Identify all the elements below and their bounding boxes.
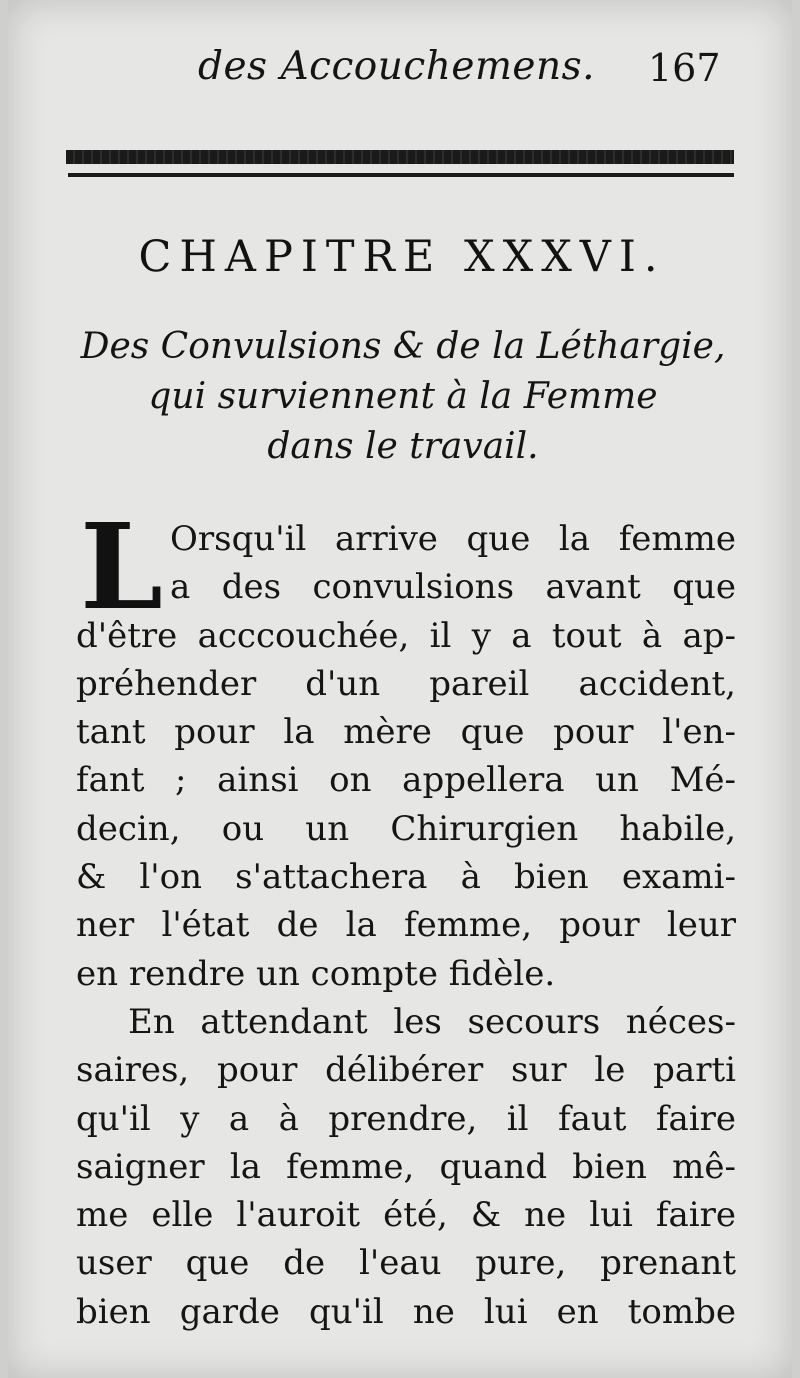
text-line: & l'on s'attachera à bien exami-	[76, 857, 736, 898]
subtitle-line: dans le travail.	[267, 426, 539, 467]
text-line: decin, ou un Chirurgien habile,	[76, 808, 736, 849]
text-line: qu'il y a à prendre, il faut faire	[76, 1098, 736, 1139]
text-line: user que de l'eau pure, prenant	[76, 1243, 736, 1284]
text-line: Orsqu'il arrive que la femme	[170, 519, 736, 559]
subtitle-line: Des Convulsions & de la Léthargie,	[80, 326, 726, 367]
text-line: en rendre un compte fidèle.	[76, 953, 556, 994]
body-text	[76, 497, 736, 1336]
book-page	[8, 0, 792, 1378]
text-line: En attendant les secours néces-	[128, 1001, 736, 1042]
page-number: 167	[648, 46, 721, 90]
text-line: bien garde qu'il ne lui en tombe	[76, 1291, 736, 1332]
subtitle-line: qui surviennent à la Femme	[148, 376, 658, 417]
text-line: tant pour la mère que pour l'en-	[76, 712, 736, 753]
drop-cap: L	[80, 497, 163, 636]
running-head: des Accouchemens.	[198, 44, 596, 89]
text-line: d'être acccouchée, il y a tout à ap-	[76, 615, 736, 656]
ornamental-rule-thick	[66, 150, 734, 164]
text-line: préhender d'un pareil accident,	[76, 663, 736, 704]
text-line: saigner la femme, quand bien mê-	[76, 1146, 736, 1187]
text-line: fant ; ainsi on appellera un Mé-	[76, 760, 736, 801]
chapter-subtitle	[68, 322, 738, 472]
ornamental-rule-thin	[68, 173, 734, 177]
text-line: a des convulsions avant que	[170, 567, 736, 608]
text-line: me elle l'auroit été, & ne lui faire	[76, 1195, 736, 1236]
text-line: saires, pour délibérer sur le parti	[76, 1050, 736, 1091]
chapter-title: CHAPITRE XXXVI.	[138, 232, 666, 282]
text-line: ner l'état de la femme, pour leur	[76, 905, 736, 946]
